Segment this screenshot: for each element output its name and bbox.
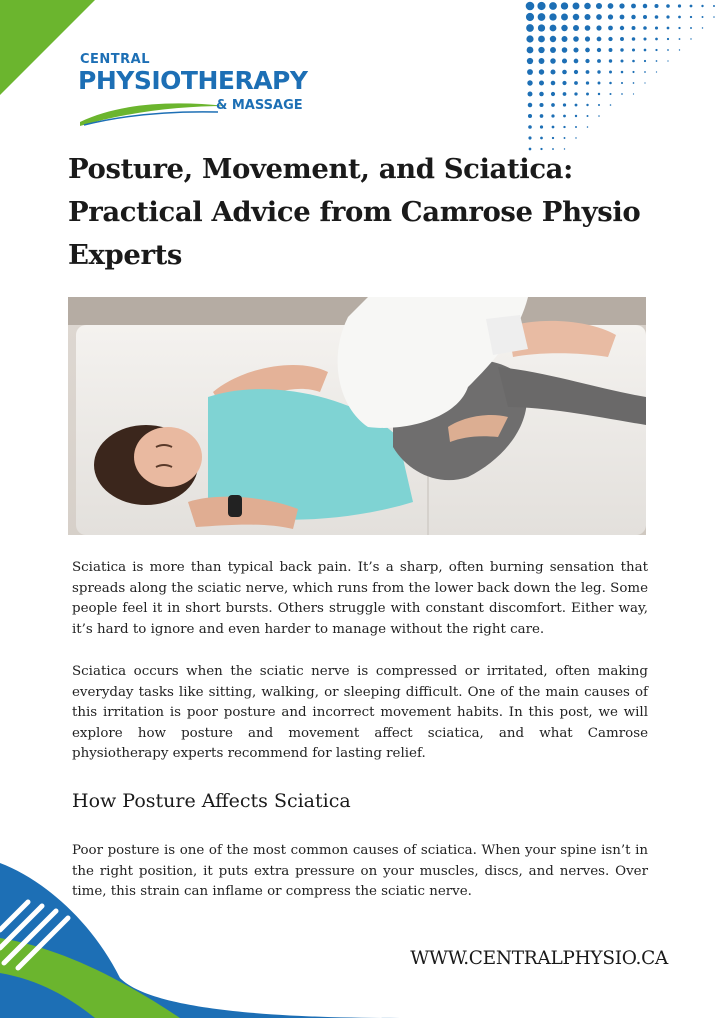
halftone-dot <box>552 126 555 129</box>
halftone-dot <box>621 93 623 95</box>
physiotherapist-stretch-photo <box>68 297 646 535</box>
halftone-dot <box>585 59 589 63</box>
halftone-dot <box>620 15 625 20</box>
halftone-dot <box>643 26 647 30</box>
halftone-dot <box>575 104 578 107</box>
halftone-dot <box>561 2 568 9</box>
halftone-dot <box>621 60 624 63</box>
halftone-dot <box>633 93 634 94</box>
halftone-dot <box>527 58 533 64</box>
halftone-dot <box>643 4 647 8</box>
halftone-dot <box>632 37 636 41</box>
halftone-dot <box>632 60 635 63</box>
halftone-dot <box>584 3 591 10</box>
halftone-dot <box>526 35 533 42</box>
halftone-dot <box>562 47 568 53</box>
halftone-dot <box>575 115 577 117</box>
halftone-dot <box>655 49 657 51</box>
halftone-dot <box>561 14 568 21</box>
logo-line-central: CENTRAL <box>80 52 151 67</box>
halftone-dot <box>563 103 566 106</box>
halftone-dot <box>527 80 532 85</box>
halftone-dot <box>609 59 612 62</box>
halftone-dot <box>690 5 693 8</box>
halftone-dot <box>632 71 634 73</box>
halftone-dot <box>690 16 692 18</box>
halftone-dot <box>538 36 545 43</box>
posture-paragraph: Poor posture is one of the most common causes of sciatica. When your spine isn’t in the right position, it puts extra pressure on your muscles, discs, and nerves. Over time, this strain can inflame or compress the sciatic nerve. <box>72 843 648 899</box>
halftone-dot <box>539 92 544 97</box>
halftone-dot <box>678 4 681 7</box>
halftone-dot <box>690 38 691 39</box>
causes-paragraph: Sciatica occurs when the sciatic nerve is compressed or irritated, often making everyday tasks like sitting, walking, or sleeping difficult. One of the main causes of this irritation is poor posture and incorrect movement habits. In this post, we will explore how posture and movement affect sciatica, and what Camrose physiotherapy experts recommend for lasting relief. <box>72 664 648 761</box>
halftone-dot <box>528 114 532 118</box>
halftone-dot <box>586 93 589 96</box>
halftone-dot <box>632 48 635 51</box>
halftone-dot <box>619 3 624 8</box>
halftone-dot <box>631 15 635 19</box>
halftone-dot <box>598 93 600 95</box>
halftone-dot <box>575 126 577 128</box>
halftone-dot <box>550 25 557 32</box>
halftone-dot <box>620 37 624 41</box>
halftone-dot <box>526 13 534 21</box>
halftone-dot <box>573 25 579 31</box>
halftone-dot <box>644 71 646 73</box>
halftone-dot <box>552 137 554 139</box>
halftone-dot <box>587 126 589 128</box>
halftone-dot <box>610 104 612 106</box>
halftone-dot <box>667 38 669 40</box>
company-logo <box>78 52 318 130</box>
halftone-dot <box>608 3 614 9</box>
halftone-dot <box>563 126 565 128</box>
section-heading: How Posture Affects Sciatica <box>72 790 351 812</box>
halftone-dot <box>549 13 556 20</box>
halftone-dot <box>562 58 567 63</box>
halftone-dot <box>527 69 533 75</box>
halftone-dot <box>539 58 545 64</box>
halftone-dot <box>550 47 556 53</box>
halftone-dot <box>632 26 636 30</box>
logo-swoosh-graphic <box>78 92 228 128</box>
halftone-dot <box>549 2 557 10</box>
halftone-dot <box>644 82 645 83</box>
halftone-dot <box>538 24 545 31</box>
halftone-dot <box>596 3 602 9</box>
halftone-dot <box>644 49 647 52</box>
halftone-dot <box>667 49 669 51</box>
halftone-dot <box>538 47 544 53</box>
halftone-dot <box>539 103 543 107</box>
halftone-dot <box>643 37 646 40</box>
halftone-dot <box>539 69 544 74</box>
halftone-dot <box>573 3 580 10</box>
halftone-dot <box>585 25 591 31</box>
halftone-dot <box>643 15 647 19</box>
halftone-dot <box>644 60 646 62</box>
halftone-dot <box>574 81 578 85</box>
halftone-dot <box>562 36 568 42</box>
halftone-dot <box>598 104 600 106</box>
halftone-dot <box>666 4 670 8</box>
halftone-dot <box>609 71 612 74</box>
halftone-dot <box>584 14 590 20</box>
halftone-dot <box>526 24 534 32</box>
halftone-dot <box>562 81 566 85</box>
halftone-dot <box>575 137 576 138</box>
halftone-dot <box>564 137 566 139</box>
halftone-dot <box>540 137 543 140</box>
halftone-dot <box>655 26 658 29</box>
halftone-dot <box>573 14 579 20</box>
halftone-dot <box>528 125 532 129</box>
halftone-dot <box>597 70 600 73</box>
halftone-dot <box>656 60 658 62</box>
halftone-dot <box>528 103 533 108</box>
halftone-dot <box>608 37 612 41</box>
halftone-dot <box>526 2 535 11</box>
halftone-dot <box>537 2 545 10</box>
halftone-dot <box>620 26 624 30</box>
halftone-dot <box>585 36 590 41</box>
bottom-wave-graphic <box>0 818 400 1018</box>
halftone-dot <box>655 38 658 41</box>
halftone-dot <box>597 59 601 63</box>
halftone-dot <box>621 71 624 74</box>
halftone-dot <box>551 92 555 96</box>
halftone-dot <box>679 49 680 50</box>
halftone-dot <box>574 92 577 95</box>
halftone-dot <box>654 4 658 8</box>
halftone-dot <box>574 70 578 74</box>
halftone-dot <box>597 37 602 42</box>
halftone-dot <box>667 27 670 30</box>
halftone-dot <box>586 70 590 74</box>
halftone-dot <box>656 71 657 72</box>
halftone-dot <box>586 104 588 106</box>
intro-paragraph: Sciatica is more than typical back pain. It’s a sharp, often burning sensation that spreads along the sciatic nerve, which runs from the lower back down the leg. Some people feel it in short bursts. Others struggle with constant discomfort. Either way, it’s hard to ignore and even harder to manage without the right care. <box>72 560 648 637</box>
article-title: Posture, Movement, and Sciatica: Practical Advice from Camrose Physio Experts <box>68 153 641 271</box>
halftone-dot <box>702 16 704 18</box>
halftone-dot <box>666 15 669 18</box>
halftone-dot <box>563 115 566 118</box>
halftone-dot <box>540 114 544 118</box>
logo-line-physiotherapy: PHYSIOTHERAPY <box>78 66 308 95</box>
halftone-dot <box>678 16 681 19</box>
halftone-dot <box>540 125 543 128</box>
hero-photo <box>68 297 646 535</box>
logo-line-massage: & MASSAGE <box>216 98 303 113</box>
halftone-dot <box>587 115 589 117</box>
halftone-dot <box>678 27 680 29</box>
halftone-dot <box>562 70 567 75</box>
halftone-dot <box>667 60 668 61</box>
halftone-dot <box>596 25 601 30</box>
halftone-dot <box>563 92 567 96</box>
halftone-dot <box>655 15 659 19</box>
halftone-dot <box>701 5 703 7</box>
halftone-dot <box>539 81 544 86</box>
halftone-dot <box>609 93 611 95</box>
halftone-dot <box>551 114 554 117</box>
halftone-dot <box>528 136 531 139</box>
halftone-dot <box>596 14 602 20</box>
halftone-dot <box>620 48 623 51</box>
halftone-dot <box>550 58 556 64</box>
halftone-dot <box>713 16 715 18</box>
halftone-dot <box>633 82 635 84</box>
halftone-dot <box>702 27 703 28</box>
halftone-dot <box>608 14 613 19</box>
halftone-dot <box>550 36 556 42</box>
halftone-dot <box>551 81 556 86</box>
halftone-dot <box>609 48 613 52</box>
halftone-dot <box>597 48 601 52</box>
halftone-dot <box>574 59 579 64</box>
halftone-dot <box>608 26 613 31</box>
halftone-dot <box>550 69 555 74</box>
halftone-dot <box>679 38 681 40</box>
halftone-dot <box>527 47 534 54</box>
halftone-dot <box>713 5 715 7</box>
halftone-dot <box>538 13 546 21</box>
halftone-dot <box>586 81 589 84</box>
halftone-dot <box>573 47 578 52</box>
halftone-dot <box>551 103 555 107</box>
halftone-dot <box>631 4 636 9</box>
halftone-dot <box>690 27 692 29</box>
website-url: WWW.CENTRALPHYSIO.CA <box>410 948 668 969</box>
halftone-dot <box>528 92 533 97</box>
halftone-dot <box>598 82 601 85</box>
halftone-dots-graphic <box>520 0 720 155</box>
halftone-dot <box>573 36 579 42</box>
halftone-dot <box>598 115 600 117</box>
halftone-dot <box>561 25 567 31</box>
halftone-dot <box>621 82 623 84</box>
halftone-dot <box>585 48 590 53</box>
halftone-dot <box>609 82 612 85</box>
